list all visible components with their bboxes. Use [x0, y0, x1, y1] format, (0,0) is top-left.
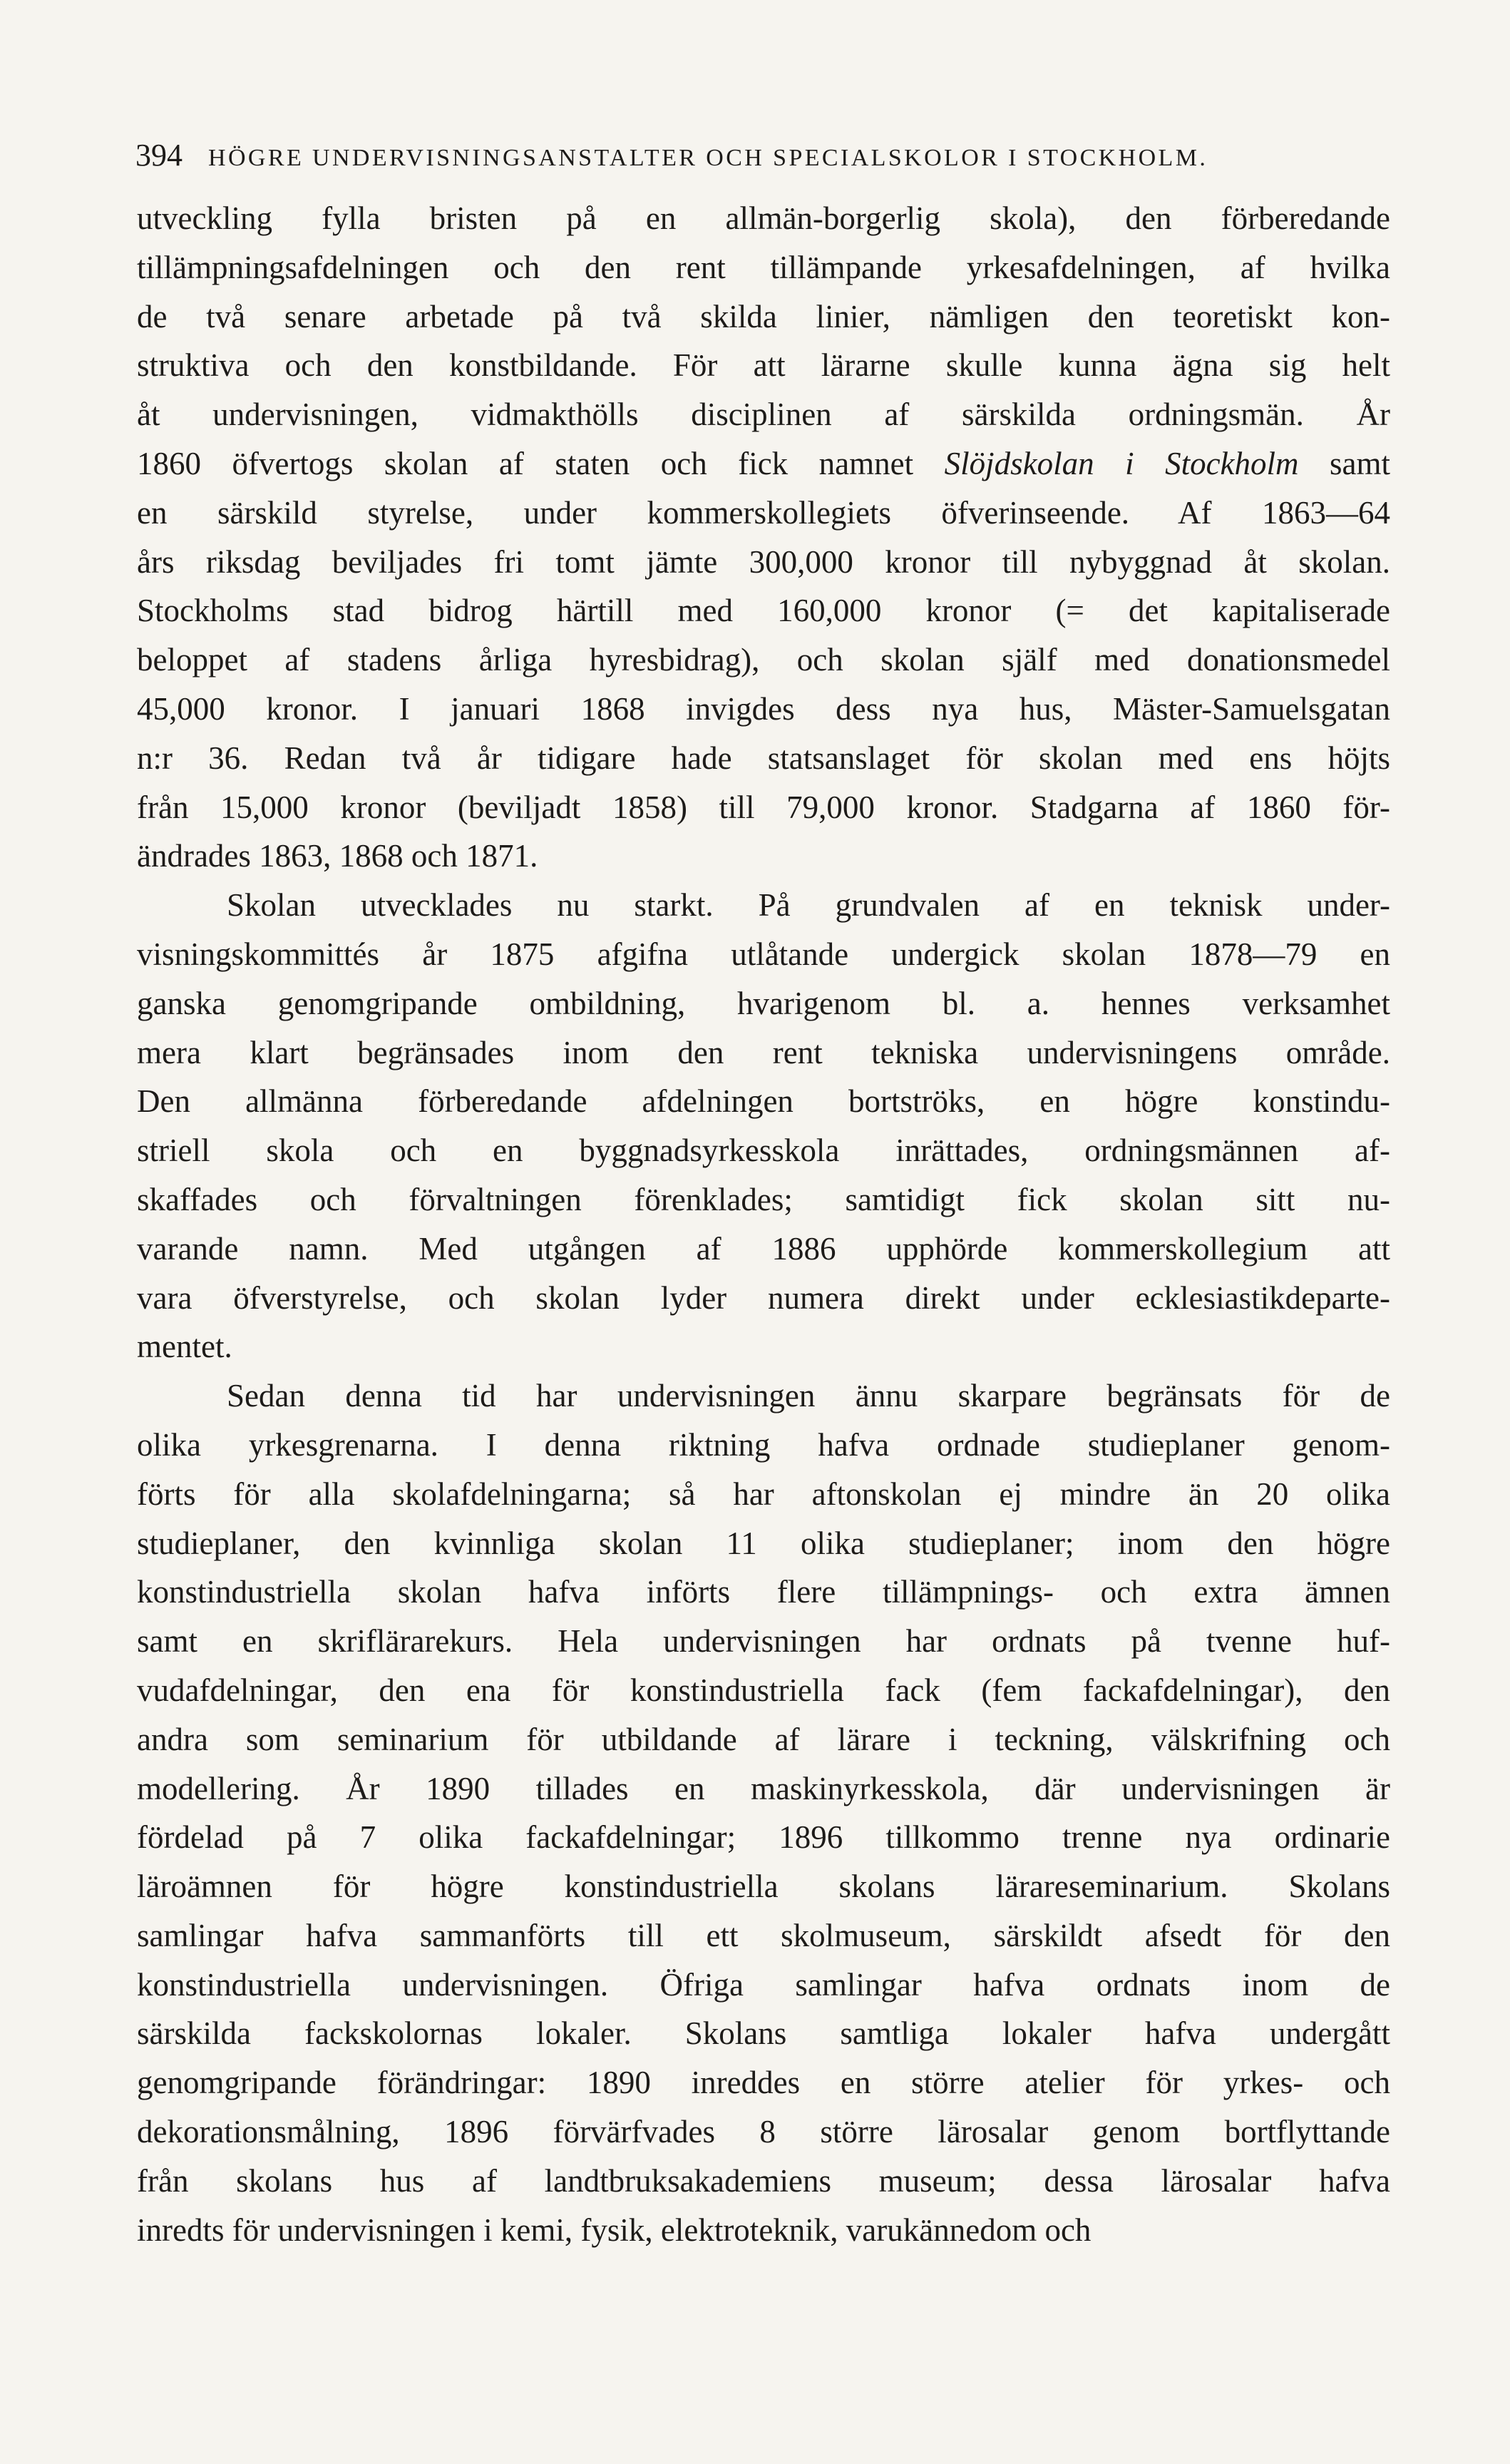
text-line: modellering. År 1890 tillades en maskinyrkesskola, där undervisningen är	[137, 1770, 1390, 1806]
text-line: utveckling fylla bristen på en allmän-borgerlig skola), den förberedande	[137, 200, 1390, 236]
text-line: striell skola och en byggnadsyrkesskola inrättades, ordningsmännen af-	[137, 1133, 1390, 1169]
text-line: ändrades 1863, 1868 och 1871.	[137, 838, 538, 874]
running-head	[135, 134, 1390, 177]
text-run: 1860 öfvertogs skolan af staten och fick namnet	[137, 445, 945, 481]
text-line: visningskommittés år 1875 afgifna utlåtande undergick skolan 1878—79 en	[137, 936, 1390, 972]
text-line: dekorationsmålning, 1896 förvärfvades 8 större lärosalar genom bortflyttande	[137, 2114, 1390, 2150]
text-line: de två senare arbetade på två skilda linier, nämligen den teoretiskt kon-	[137, 298, 1390, 334]
text-line: års riksdag beviljades fri tomt jämte 300,000 kronor till nybyggnad åt skolan.	[137, 543, 1390, 580]
text-line: Skolan utvecklades nu starkt. På grundvalen af en teknisk under-	[227, 887, 1390, 924]
text-line: fördelad på 7 olika fackafdelningar; 1896 tillkommo trenne nya ordinarie	[137, 1819, 1390, 1856]
text-line: genomgripande förändringar: 1890 inreddes en större atelier för yrkes- och	[137, 2065, 1390, 2101]
text-line: särskilda fackskolornas lokaler. Skolans samtliga lokaler hafva undergått	[137, 2015, 1390, 2052]
text-line: studieplaner, den kvinnliga skolan 11 olika studieplaner; inom den högre	[137, 1525, 1390, 1561]
text-line: tillämpningsafdelningen och den rent tillämpande yrkesafdelningen, af hvilka	[137, 249, 1390, 285]
text-line: vudafdelningar, den ena för konstindustriella fack (fem fackafdelningar), den	[137, 1672, 1390, 1708]
text-line: mera klart begränsades inom den rent tekniska undervisningens område.	[137, 1034, 1390, 1070]
text-line: varande namn. Med utgången af 1886 upphörde kommerskollegium att	[137, 1230, 1390, 1267]
running-head-title: HÖGRE UNDERVISNINGSANSTALTER OCH SPECIALSKOLOR I STOCKHOLM.	[208, 145, 1208, 171]
text-line: förts för alla skolafdelningarna; så har aftonskolan ej mindre än 20 olika	[137, 1476, 1390, 1512]
text-line: mentet.	[137, 1329, 232, 1365]
text-line: från skolans hus af landtbruksakademiens museum; dessa lärosalar hafva	[137, 2162, 1390, 2199]
text-line: åt undervisningen, vidmakthölls disciplinen af särskilda ordningsmän. År	[137, 397, 1390, 433]
paragraph	[137, 1371, 1390, 2254]
text-line: Den allmänna förberedande afdelningen bortströks, en högre konstindu-	[137, 1083, 1390, 1120]
text-line: ganska genomgripande ombildning, hvarigenom bl. a. hennes verksamhet	[137, 985, 1390, 1021]
text-line: 45,000 kronor. I januari 1868 invigdes dess nya hus, Mäster-Samuelsgatan	[137, 690, 1390, 727]
text-line: Sedan denna tid har undervisningen ännu skarpare begränsats för de	[227, 1378, 1390, 1414]
paragraph	[137, 881, 1390, 1371]
text-line: skaffades och förvaltningen förenklades; samtidigt fick skolan sitt nu-	[137, 1181, 1390, 1217]
text-line: olika yrkesgrenarna. I denna riktning hafva ordnade studieplaner genom-	[137, 1426, 1390, 1463]
text-line: en särskild styrelse, under kommerskollegiets öfverinseende. Af 1863—64	[137, 494, 1390, 531]
text-line: n:r 36. Redan två år tidigare hade statsanslaget för skolan med ens höjts	[137, 740, 1390, 776]
body-text	[137, 194, 1390, 2254]
text-line: samlingar hafva sammanförts till ett skolmuseum, särskildt afsedt för den	[137, 1917, 1390, 1953]
text-line	[137, 439, 1390, 489]
text-line: andra som seminarium för utbildande af lärare i teckning, välskrifning och	[137, 1721, 1390, 1757]
text-line: Stockholms stad bidrog härtill med 160,000 kronor (= det kapitaliserade	[137, 593, 1390, 629]
text-line: läroämnen för högre konstindustriella skolans lärareseminarium. Skolans	[137, 1869, 1390, 1905]
page-number: 394	[135, 138, 183, 173]
text-line: vara öfverstyrelse, och skolan lyder numera direkt under ecklesiastikdeparte-	[137, 1279, 1390, 1316]
text-line: struktiva och den konstbildande. För att lärarne skulle kunna ägna sig helt	[137, 347, 1390, 384]
text-line: inredts för undervisningen i kemi, fysik, elektroteknik, varukännedom och	[137, 2212, 1092, 2248]
text-line: från 15,000 kronor (beviljadt 1858) till 79,000 kronor. Stadgarna af 1860 för-	[137, 789, 1390, 825]
text-line: konstindustriella undervisningen. Öfriga samlingar hafva ordnats inom de	[137, 1966, 1390, 2003]
text-line: konstindustriella skolan hafva införts flere tillämpnings- och extra ämnen	[137, 1574, 1390, 1610]
paragraph	[137, 194, 1390, 881]
italic-school-name: Slöjdskolan i Stockholm	[944, 445, 1299, 481]
text-line: samt en skriflärarekurs. Hela undervisningen har ordnats på tvenne huf-	[137, 1623, 1390, 1660]
text-line: beloppet af stadens årliga hyresbidrag), och skolan själf med donationsmedel	[137, 642, 1390, 678]
text-run: samt	[1298, 445, 1390, 481]
